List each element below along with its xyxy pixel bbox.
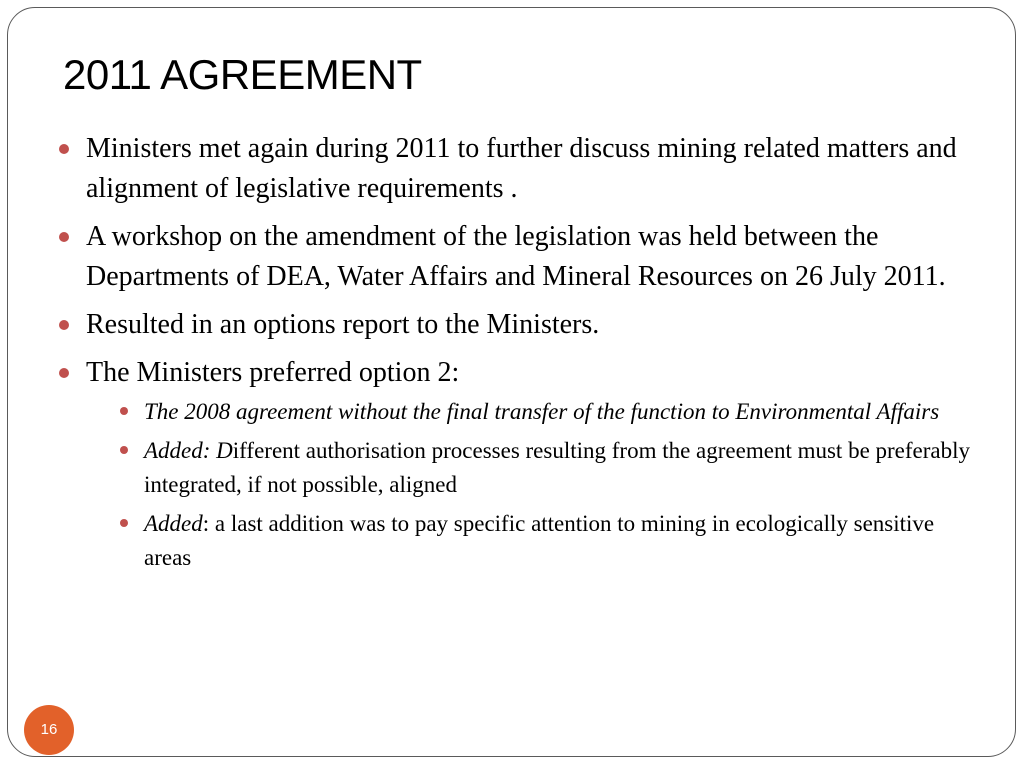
sub-bullet-item xyxy=(116,507,978,575)
sub-bullet-item xyxy=(116,434,978,502)
sub-bullet-list xyxy=(86,395,978,575)
sub-bullet-label: Added xyxy=(144,511,203,536)
sub-bullet-text: : a last addition was to pay specific attention to mining in ecologically sensitive areas xyxy=(144,511,935,570)
page-number-badge: 16 xyxy=(24,705,74,755)
sub-bullet-text: ifferent authorisation processes resulting from the agreement must be preferably integrated, if not possible, aligned xyxy=(144,438,971,497)
bullet-item xyxy=(58,353,978,575)
bullet-item: Resulted in an options report to the Ministers. xyxy=(58,305,978,345)
bullet-item: A workshop on the amendment of the legislation was held between the Departments of DEA, Water Affairs and Mineral Resources on 26 July 2011. xyxy=(58,217,978,297)
bullet-item: Ministers met again during 2011 to further discuss mining related matters and alignment of legislative requirements . xyxy=(58,129,978,209)
bullet-list xyxy=(58,129,978,575)
slide-frame xyxy=(7,7,1016,757)
sub-bullet-label: Added: D xyxy=(144,438,233,463)
slide-body xyxy=(58,129,978,583)
slide-title: 2011 AGREEMENT xyxy=(63,51,422,98)
bullet-item-text: The Ministers preferred option 2: xyxy=(86,357,460,388)
sub-bullet-item: The 2008 agreement without the final transfer of the function to Environmental Affairs xyxy=(116,395,978,429)
